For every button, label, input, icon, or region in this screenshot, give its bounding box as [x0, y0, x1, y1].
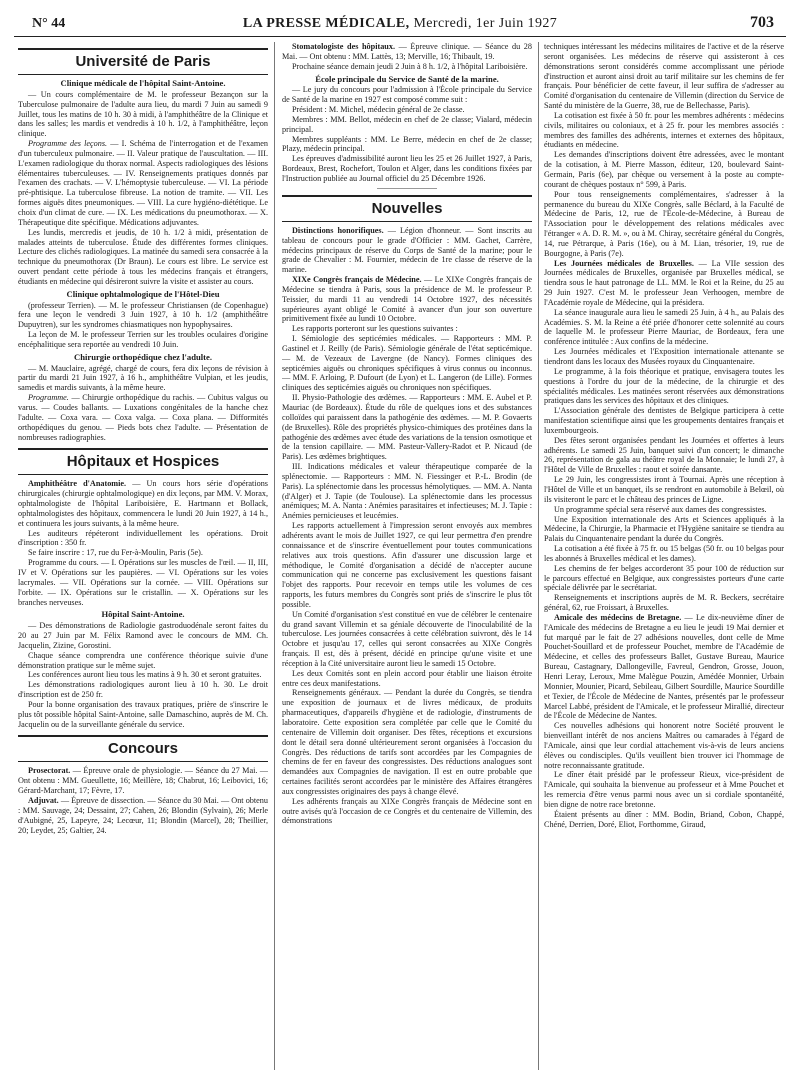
issue-number: N° 44 [32, 16, 66, 31]
article-paragraph [18, 393, 268, 442]
paragraph-text: — Épreuve de dissection. — Séance du 30 Mai. — Ont obtenu : MM. Sauvage, 24; Dessaint, 27; Cahen, 26; Blondin (Sylvain), 26; Merle d'Aubigné, 25, Lapeyre, 24; Lecœur, 11; Blondin (Marcel), 28; Theillier, 20; Leydet, 25; Galtier, 24. [18, 796, 268, 835]
article-paragraph: techniques intéressant les médecins militaires de l'active et de la réserve seront organisées. Les médecins de réserve qui assisteront à ces démonstrations seront considérés comme accomplissant une période d'instruction et auront ainsi droit au tarif militaire sur les chemins de fer français. Pour bénéficier de cette faveur, il leur suffira de s'adresser au Comité d'organisation du centenaire de Villemin (direction du Service de Santé du ministère de la Guerre, 38, rue de Bellechasse, Paris). [544, 42, 784, 111]
article-paragraph: Membres : MM. Bellot, médecin en chef de 2e classe; Vialard, médecin principal. [282, 114, 532, 134]
article-paragraph: Les conférences auront lieu tous les matins à 9 h. 30 et seront gratuites. [28, 670, 262, 680]
issue-date: Mercredi, 1er Juin 1927 [413, 16, 558, 31]
article-heading: Clinique médicale de l'hôpital Saint-Antoine. [60, 78, 226, 88]
article-paragraph: — Le jury du concours pour l'admission à l'École principale du Service de Santé de la marine en 1927 est composé comme suit : [282, 85, 532, 105]
article-paragraph: (professeur Terrien). — M. le professeur Christiansen (de Copenhague) fera une leçon le vendredi 3 Juin 1927, à 10 h. 1/2 (amphithéâtre Dupuytren), sur les syndromes chiasmatiques non hypophysaires. [18, 300, 268, 330]
article-lead: Adjuvat. [28, 796, 59, 805]
section-heading-hopitaux [18, 448, 268, 475]
article-paragraph: Des fêtes seront organisées pendant les Journées et offertes à leurs adhérents. Le samedi 25 Juin, banquet suivi d'un concert; le dimanche 26, représentation de gala au théâtre royal de la Monnaie; le lundi 27, à l'Hôtel de Ville de Bruxelles : raout et soirée dansante. [544, 435, 784, 475]
section-heading-universite [18, 48, 268, 75]
article-paragraph: Les rapports actuellement à l'impression seront envoyés aux membres adhérents avant le mois de Juillet 1927, ce qui leur permettra d'en prendre connaissance et de s'inscrire éventuellement pour toutes communications relatives aux trois questions. Afin d'assurer une discussion large et méthodique, le Comité d'organisation a décidé de n'accepter aucune communication qui ne concerne pas exclusivement les questions faisant l'objet des rapports. Pour recevoir en temps utile les volumes de ces rapports, les futurs membres du Congrès sont priés de s'inscrire le plus tôt possible. [282, 521, 532, 609]
article-paragraph: La leçon de M. le professeur Terrien sur les troubles oculaires d'origine encéphalitique sera reportée au vendredi 10 Juin. [18, 330, 268, 349]
section-title: Université de Paris [75, 53, 211, 70]
article-heading: École principale du Service de Santé de la marine. [315, 73, 499, 84]
article-paragraph: III. Indications médicales et valeur thérapeutique comparée de la splénectomie. — Rapporteurs : MM. N. Fiessinger et P.-L. Brodin (de Paris). La splénectomie dans les processus hémolytiques. — MM. A. Nanta (d'Alger) et J. Tapie (de Toulouse). La splénectomie dans les processus anémiques; M. A. Nanta : Anémies parasitaires et infectieuses; M. J. Tapie : Anémies pernicieuses et leucémies. [282, 462, 532, 521]
article-paragraph: Le programme, à la fois théorique et pratique, envisagera toutes les questions à l'ordre du jour de la médecine, de la chirurgie et des spécialités médicales. Les matinées seront réservées aux démonstrations pratiques dans les services des hôpitaux et des cliniques. [544, 366, 784, 406]
article-paragraph: Programme du cours. — I. Opérations sur les muscles de l'œil. — II, III, IV et V. Opérations sur les paupières. — VI. Opérations sur les voies lacrymales. — VII. Opérations sur la cornée. — VIII. Opérations sur l'orbite. — IX. Opérations sur le cristallin. — X. Opérations sur les branches nerveuses. [18, 558, 268, 607]
article-paragraph: Les démonstrations radiologiques auront lieu à 10 h. 30. Le droit d'inscription est de 250 fr. [18, 680, 268, 700]
article-paragraph: Renseignements et inscriptions auprès de M. R. Beckers, secrétaire général, 62, rue Froissart, à Bruxelles. [544, 593, 784, 613]
section-title: Nouvelles [371, 199, 443, 217]
article-paragraph: Les auditeurs répéteront individuellement les opérations. Droit d'inscription : 350 fr. [18, 528, 268, 548]
article-paragraph: Chaque séance comprendra une conférence théorique suivie d'une démonstration pratique sur le même sujet. [18, 650, 268, 670]
article-paragraph: La cotisation a été fixée à 75 fr. ou 15 belgas (50 fr. ou 10 belgas pour les abonnés à Bruxelles médical et les dames). [544, 544, 784, 563]
paragraph-text: — Un cours hors série d'opérations chirurgicales (chirurgie ophtalmologique) en dix leçons, par MM. V. Morax, ophtalmologiste de l'hôpital Lariboisière, E. Hartmann et Bollack, ophtalmologistes des hôpitaux, commencera le lundi 20 Juin 1927, à 14 h., et continuera les jours suivants, à la même heure. [18, 479, 268, 528]
article-lead: Distinctions honorifiques. [292, 225, 384, 235]
article-paragraph: Les épreuves d'admissibilité auront lieu les 25 et 26 Juillet 1927, à Paris, Bordeaux, Brest, Rochefort, Toulon et Alger, dans les conditions fixées par l'Instruction publiée au Journal officiel du 25 Décembre 1926. [282, 154, 532, 183]
article-paragraph: Les adhérents français au XIXe Congrès français de Médecine sont en outre avisés qu'à l'occasion de ce Congrès et du centenaire de Villemin, des démonstrations [282, 796, 532, 826]
article-paragraph: Les lundis, mercredis et jeudis, de 10 h. 1/2 à midi, présentation de malades atteints de tuberculose. Étude des différentes formes cliniques. Lecture des clichés radiologiques. La matinée du samedi sera consacrée à la technique du pneumothorax (Dr Braun). Le cours est libre. Le service est ouvert pendant cette période à tous les médecins français et étrangers, étudiants en médecine qui désireront suivre la visite et assister au cours. [18, 227, 268, 286]
paragraph-text: — Le dix-neuvième dîner de l'Amicale des médecins de Bretagne a eu lieu le jeudi 19 Mai dernier et fut marqué par le fait de 27 adhésions nouvelles, dont celle de Mme Pouchet-Souillard et de professeur Pouchet, membre de l'Académie de Médecine, et celles des professeurs Ballet, Gustave Bureau, Maurice Bureau, Castagnary, Dallongeville, Favreul, Gendron, Grosse, Jouon, Henri Leray, Leroux, Mme Malègue Pouzin, Amédée Monnier, Urbain Monnier, Mounier, Picard, Sebileau, Gilbert Sourdille, Maurice Sourdille et Texier, de l'École de Médecine de Nantes, présentés par le professeur Marcel Labbé, président de l'Amicale, et le professeur Mirallié, directeur de l'École de Médecine de Nantes. [544, 612, 784, 721]
article-paragraph: Une Exposition internationale des Arts et Sciences appliqués à la Médecine, la Chirurgie, la Pharmacie et l'Hygiène sanitaire se tiendra au Palais du Cinquantenaire pendant la durée du Congrès. [544, 514, 784, 544]
page-number: 703 [750, 14, 774, 31]
article-paragraph [18, 766, 268, 796]
article-paragraph: I. Sémiologie des septicémies médicales. — Rapporteurs : MM. P. Gastinel et J. Reilly (de Paris). Sémiologie générale de l'état septicémique. — M. de Vezeaux de Lavergne (de Nancy). Formes cliniques des septicémies aiguës ou chroniques spécifiques à virus connus ou inconnus. — MM. F. Arloing, P. Dufourt (de Lyon) et L. Langeron (de Lille). Formes cliniques des septicémies aiguës ou chroniques non spécifiques. [282, 334, 532, 393]
heading-rule [18, 74, 268, 75]
article-paragraph [282, 226, 532, 275]
article-lead: Amicale des médecins de Bretagne. [554, 612, 682, 622]
article-paragraph: Un Comité d'organisation s'est constitué en vue de célébrer le centenaire du grand savant Villemin et sa géniale découverte de l'inoculabilité de la tuberculose. Les journées consacrées à cette célébration suivront, dès le 14 Octobre et jusqu'au 17, celles qui seront consacrées au XIXe Congrès français. Il est, dès à présent, décidé en principe qu'une visite et une réception à la Cité universitaire auront lieu le samedi 15 Octobre. [282, 609, 532, 668]
masthead [14, 16, 786, 32]
paragraph-text: — Chirurgie orthopédique du rachis. — Cubitus valgus ou varus. — Coudes ballants. — Luxations congénitales de la hanche chez l'adulte. — Coxa vara. — Coxa valga. — Coxa plana. — Difformités orthopédiques du genou. — Pieds bots chez l'adulte. — Présentation de nombreuses radiographies. [18, 393, 268, 442]
inline-label: Programme des leçons. [28, 139, 108, 149]
article-paragraph: Ces nouvelles adhésions qui honorent notre Société prouvent le bienveillant intérêt de nos anciens Maîtres ou camarades à l'égard de l'Amicale, ainsi que leur cordial attachement vis-à-vis de leurs anciens élèves ou condisciples. Qu'ils veuillent bien trouver ici l'hommage de notre reconnaissante gratitude. [544, 721, 784, 770]
heading-rule [18, 48, 268, 50]
newspaper-page [14, 12, 786, 1070]
article-lead: Amphithéâtre d'Anatomie. [28, 479, 127, 489]
article-paragraph: La cotisation est fixée à 50 fr. pour les membres adhérents : médecins civils, militaires ou coloniaux, et à 25 fr. pour les membres associés : membres des familles des adhérents, internes et externes des hôpitaux, étudiants en médecine. [544, 110, 784, 150]
column-divider [538, 42, 539, 1070]
section-heading-nouvelles [282, 195, 532, 222]
heading-rule [18, 735, 268, 737]
article-paragraph [544, 259, 784, 308]
paragraph-text: — I. Schéma de l'interrogation et de l'examen d'un tuberculeux pulmonaire. — II. Valeur pratique de l'auscultation. — III. L'examen radiologique du thorax normal. Aspects radiologiques des lésions élémentaires tuberculeuses. — IV. Renseignements pratiques donnés par l'examen des crachats. — V. L'hémoptysie tuberculeuse. — VI. La période pré-phtisique. La tuberculose fibreuse. La notion de tramite. — VII. Les formes aiguës dites pneumoniques. — VIII. La cure hygiéno-diététique. Le choix d'un climat de cure. — IX. Les médications du pneumothorax. — X. Thérapeutique dite spécifique. Médications adjuvantes. [18, 139, 268, 227]
article-paragraph [282, 42, 532, 62]
article-lead: Prosectorat. [28, 766, 71, 776]
article-paragraph: Les rapports porteront sur les questions suivantes : [292, 324, 458, 334]
article-heading: Clinique ophtalmologique de l'Hôtel-Dieu [66, 288, 220, 299]
article-paragraph [18, 479, 268, 528]
paragraph-text: — La VIIe session des Journées médicales de Bruxelles, organisée par Bruxelles médical, se tiendra sous le haut patronage de LL. MM. le Roi et la Reine, du 25 au 29 Juin 1927. C'est M. le professeur Jean Verhoogen, membre de l'Académie royale de Médecine, qui la présidera. [544, 258, 784, 307]
article-paragraph: Pour la bonne organisation des travaux pratiques, prière de s'inscrire le plus tôt possible hôpital Saint-Antoine, salle Damaschino, auprès de M. Ch. Jacquelin ou de la surveillante générale du service. [18, 699, 268, 729]
article-paragraph: Pour tous renseignements complémentaires, s'adresser à la permanence du bureau du XIXe Congrès, salle Béclard, à la Faculté de Médecine de Paris, 12, rue de l'École-de-Médecine, à Bureau de l'Association pour le développement des relations médicales avec l'étranger « A. D. R. M. », ou à M. Chiray, secrétaire général du Congrès, 14, rue Pétrarque, à Paris (16e), ou à M. Lian, trésorier, 19, rue de Bourgogne, à Paris (7e). [544, 189, 784, 258]
paragraph-text: — Épreuve clinique. — Séance du 28 Mai. — Ont obtenu : MM. Lattès, 13; Merville, 16; Thibault, 19. [282, 42, 532, 61]
article-paragraph: Membres suppléants : MM. Le Berre, médecin en chef de 2e classe; Plazy, médecin principal. [282, 134, 532, 154]
article-paragraph: L'Association générale des dentistes de Belgique participera à cette manifestation scientifique ainsi que les groupements dentaires français et luxembourgeois. [544, 406, 784, 435]
heading-rule [18, 761, 268, 762]
heading-rule [282, 195, 532, 197]
paragraph-text: — Le XIXe Congrès français de Médecine se tiendra à Paris, sous la présidence de M. le professeur P. Teissier, du mardi 11 au vendredi 14 Octobre 1927, des nécessités supérieures ayant obligé le Comité à avancer d'un jour son ouverture primitivement fixée au lundi 10 Octobre. [282, 275, 532, 324]
article-heading: Chirurgie orthopédique chez l'adulte. [74, 351, 212, 362]
article-paragraph [18, 796, 268, 835]
article-paragraph: Le dîner était présidé par le professeur Rieux, vice-président de l'Amicale, qui souhaita la bienvenue au professeur et à Mme Pouchet et les remercia d'être venus parmi nous avec un si cordiale spontanéité, bien digne de notre race bretonne. [544, 770, 784, 809]
column-middle [282, 42, 532, 1070]
section-title: Hôpitaux et Hospices [66, 453, 220, 471]
article-paragraph: Les demandes d'inscriptions doivent être adressées, avec le montant de la cotisation, à M. Pierre Masson, éditeur, 120, boulevard Saint-Germain, Paris (6e), par chèque ou versement à la poste au compte-courant de chèques postaux n° 599, à Paris. [544, 150, 784, 189]
article-paragraph [282, 275, 532, 324]
article-paragraph: — Des démonstrations de Radiologie gastroduodénale seront faites du 20 au 27 Juin par M. Félix Ramond avec le concours de MM. Ch. Jacquelin, Zizine, Gorostini. [18, 621, 268, 650]
article-paragraph: Un programme spécial sera réservé aux dames des congressistes. [554, 504, 767, 514]
article-lead: Stomatologiste des hôpitaux. [292, 42, 395, 51]
inline-label: Programme. [28, 393, 69, 403]
section-title: Concours [107, 740, 178, 758]
article-paragraph: — M. Mauclaire, agrégé, chargé de cours, fera dix leçons de révision à partir du mardi 21 Juin 1927, à 16 h., amphithéâtre Vulpian, et les jeudis, samedis et mardis suivants, à la même heure. [18, 363, 268, 393]
heading-rule [18, 474, 268, 475]
article-paragraph [544, 613, 784, 721]
paragraph-text: — Épreuve orale de physiologie. — Séance du 27 Mai. — Ont obtenu : MM. Gueullette, 16; Meillère, 18; Chabrut, 16; Leibovici, 16; Gérard-Marchant, 17; Fèvre, 17. [18, 766, 268, 796]
article-paragraph [18, 139, 268, 228]
column-left [18, 42, 268, 1070]
heading-rule [282, 221, 532, 222]
paragraph-text: — Légion d'honneur. — Sont inscrits au tableau de concours pour le grade d'Officier : MM. Gachet, Carrère, médecins principaux de réserve du Corps de Santé de la marine; pour le grade de Chevalier : M. Fournier, médecin de 1re classe de réserve de la marine. [282, 225, 532, 275]
article-paragraph: Prochaine séance demain jeudi 2 Juin à 8 h. 1/2, à l'hôpital Lariboisière. [292, 61, 528, 71]
article-lead: Les Journées médicales de Bruxelles. [554, 258, 694, 268]
journal-name: LA PRESSE MÉDICALE, [242, 16, 410, 31]
article-paragraph: Les chemins de fer belges accorderont 35 pour 100 de réduction sur le parcours effectué en Belgique, aux congressistes porteurs d'une carte spéciale délivrée par le secrétariat. [544, 563, 784, 593]
article-paragraph: Le 29 Juin, les congressistes iront à Tournai. Après une réception à l'Hôtel de Ville et un banquet, ils se rendront en automobile à Belœil, où ils visiteront le parc et le château des princes de Ligne. [544, 475, 784, 504]
article-paragraph: Étaient présents au dîner : MM. Bodin, Briand, Cobon, Chappé, Chéné, Derrien, Doré, Eliot, Forthomme, Giraud, [544, 809, 784, 829]
page-header [14, 12, 786, 37]
article-lead: XIXe Congrès français de Médecine. [292, 275, 422, 285]
column-divider [274, 42, 275, 1070]
section-heading-concours [18, 735, 268, 762]
divider [377, 188, 437, 189]
article-paragraph: La séance inaugurale aura lieu le samedi 25 Juin, à 4 h., au Palais des Académies. S. M. la Reine a été priée d'honorer cette solennité au cours de laquelle M. le professeur Pierre Mauriac, de Bordeaux, fera une conférence intitulée : Aux confins de la médecine. [544, 307, 784, 347]
column-right [544, 42, 784, 1070]
article-paragraph: — Un cours complémentaire de M. le professeur Bezançon sur la Tuberculose pulmonaire de l'adulte aura lieu, du mardi 7 Juin au samedi 9 Juillet, tous les matins de 10 h. 30 à midi, à l'amphithéâtre de la Clinique et dans les salles; les mardis et vendredis à 10 h. 1/2, à l'amphithéâtre, leçon clinique. [18, 89, 268, 139]
article-paragraph: Les deux Comités sont en plein accord pour établir une liaison étroite entre ces deux manifestations. [282, 668, 532, 688]
article-paragraph: II. Physio-Pathologie des œdèmes. — Rapporteurs : MM. E. Aubel et P. Mauriac (de Bordeaux). Étude du rôle de quelques ions et des substances colloïdes qui paraissent dans la pathogénie des œdèmes. — M. P. Govaerts (de Bruxelles). Rôle des propriétés physico-chimiques des protéines dans la pathogénie des œdèmes avec étude des variations de la tension osmotique et de la tension capillaire. — MM. Pasteur-Vallery-Radot et P. Nicaud (de Paris). Les œdèmes brightiques. [282, 393, 532, 462]
columns [14, 42, 786, 1070]
article-paragraph: Président : M. Michel, médecin général de 2e classe. [292, 105, 465, 115]
heading-rule [18, 448, 268, 450]
article-paragraph: Se faire inscrire : 17, rue du Fer-à-Moulin, Paris (5e). [28, 548, 203, 558]
article-paragraph: Renseignements généraux. — Pendant la durée du Congrès, se tiendra une exposition de journaux et de livres médicaux, de produits pharmaceutiques, d'appareils d'hygiène et de radiologie, d'instruments de laboratoire. Cette exposition sera complétée par celle que le Comité du centenaire de Villemin doit organiser. Des fêtes, réceptions et excursions dont le détail sera donné ultérieurement seront organisées à l'occasion du Congrès. Des réductions de tarifs sont accordées par les Compagnies de chemins de fer en faveur des congressistes. Des réductions analogues sont demandées aux Compagnies de navigation. Il est en outre probable que certaines facilités seront accordées par le ministère des Affaires étrangères aux congressistes originaires des pays à change élevé. [282, 688, 532, 796]
article-heading: Hôpital Saint-Antoine. [101, 609, 185, 620]
article-paragraph: Les Journées médicales et l'Exposition internationale attenante se tiendront dans les locaux des Musées royaux du Cinquantenaire. [544, 347, 784, 366]
